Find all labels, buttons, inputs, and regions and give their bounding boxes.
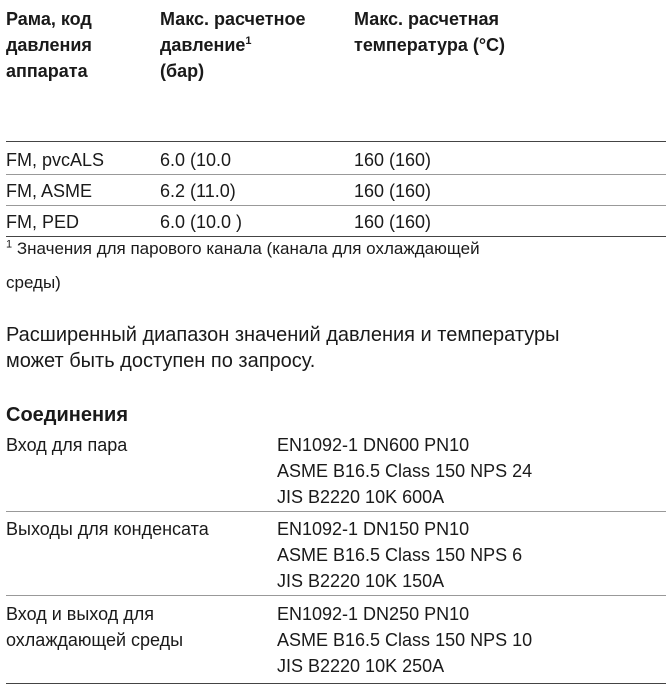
table-row-temperature: 160 (160) [354,212,432,232]
connection-value: ASME B16.5 Class 150 NPS 10 [277,630,533,650]
connection-label-line: Вход для пара [6,435,128,455]
connection-label [6,516,209,542]
connection-label-line: Выходы для конденсата [6,519,209,539]
connection-value: EN1092-1 DN250 PN10 [277,604,470,624]
connection-value: JIS B2220 10K 600A [277,487,445,507]
header-max-temperature [354,6,505,58]
table-row-frame: FM, PED [6,212,80,232]
table-bottom-divider [6,683,666,684]
header-pressure-line [160,32,305,58]
footnote-marker: 1 [6,238,13,251]
footnote-line [6,232,646,266]
header-frame-line: Рама, код [6,9,92,29]
header-frame-code [6,6,92,84]
connection-label [6,432,127,458]
connection-value: JIS B2220 10K 150A [277,571,445,591]
table-row-temperature: 160 (160) [354,181,432,201]
header-pressure-line: (бар) [160,61,205,81]
header-max-pressure [160,6,305,84]
row-divider [6,511,666,512]
table-row-frame: FM, ASME [6,181,93,201]
table-row-temperature: 160 (160) [354,150,432,170]
connection-value: EN1092-1 DN150 PN10 [277,519,470,539]
connection-values [277,601,532,679]
header-temp-line: температура (°C) [354,35,506,55]
section-title-connections: Соединения [6,404,129,426]
connection-values [277,432,532,510]
connection-values [277,516,522,594]
header-temp-line: Макс. расчетная [354,9,499,29]
table-header-divider [6,141,666,142]
footnote [6,232,646,300]
note-line: может быть доступен по запросу. [6,350,316,372]
table-row-pressure: 6.0 (10.0 [160,150,232,170]
footnote-line: среды) [6,273,61,292]
availability-note [6,322,666,374]
footnote-text: Значения для парового канала (канала для охлаждающей [12,239,480,258]
connection-label-line: охлаждающей среды [6,630,184,650]
table-row-pressure: 6.2 (11.0) [160,181,236,201]
header-pressure-line: Макс. расчетное [160,9,306,29]
header-pressure-word: давление [160,35,246,55]
row-divider [6,174,666,175]
connection-value: ASME B16.5 Class 150 NPS 6 [277,545,523,565]
row-divider [6,595,666,596]
connection-label [6,601,183,653]
footnote-marker: 1 [245,35,252,47]
connection-value: EN1092-1 DN600 PN10 [277,435,470,455]
note-line: Расширенный диапазон значений давления и температуры [6,324,560,346]
connection-value: ASME B16.5 Class 150 NPS 24 [277,461,533,481]
table-row-frame: FM, pvcALS [6,150,105,170]
table-row-pressure: 6.0 (10.0 ) [160,212,243,232]
header-frame-line: аппарата [6,61,88,81]
connection-value: JIS B2220 10K 250A [277,656,445,676]
connection-label-line: Вход и выход для [6,604,154,624]
header-frame-line: давления [6,35,92,55]
row-divider [6,205,666,206]
